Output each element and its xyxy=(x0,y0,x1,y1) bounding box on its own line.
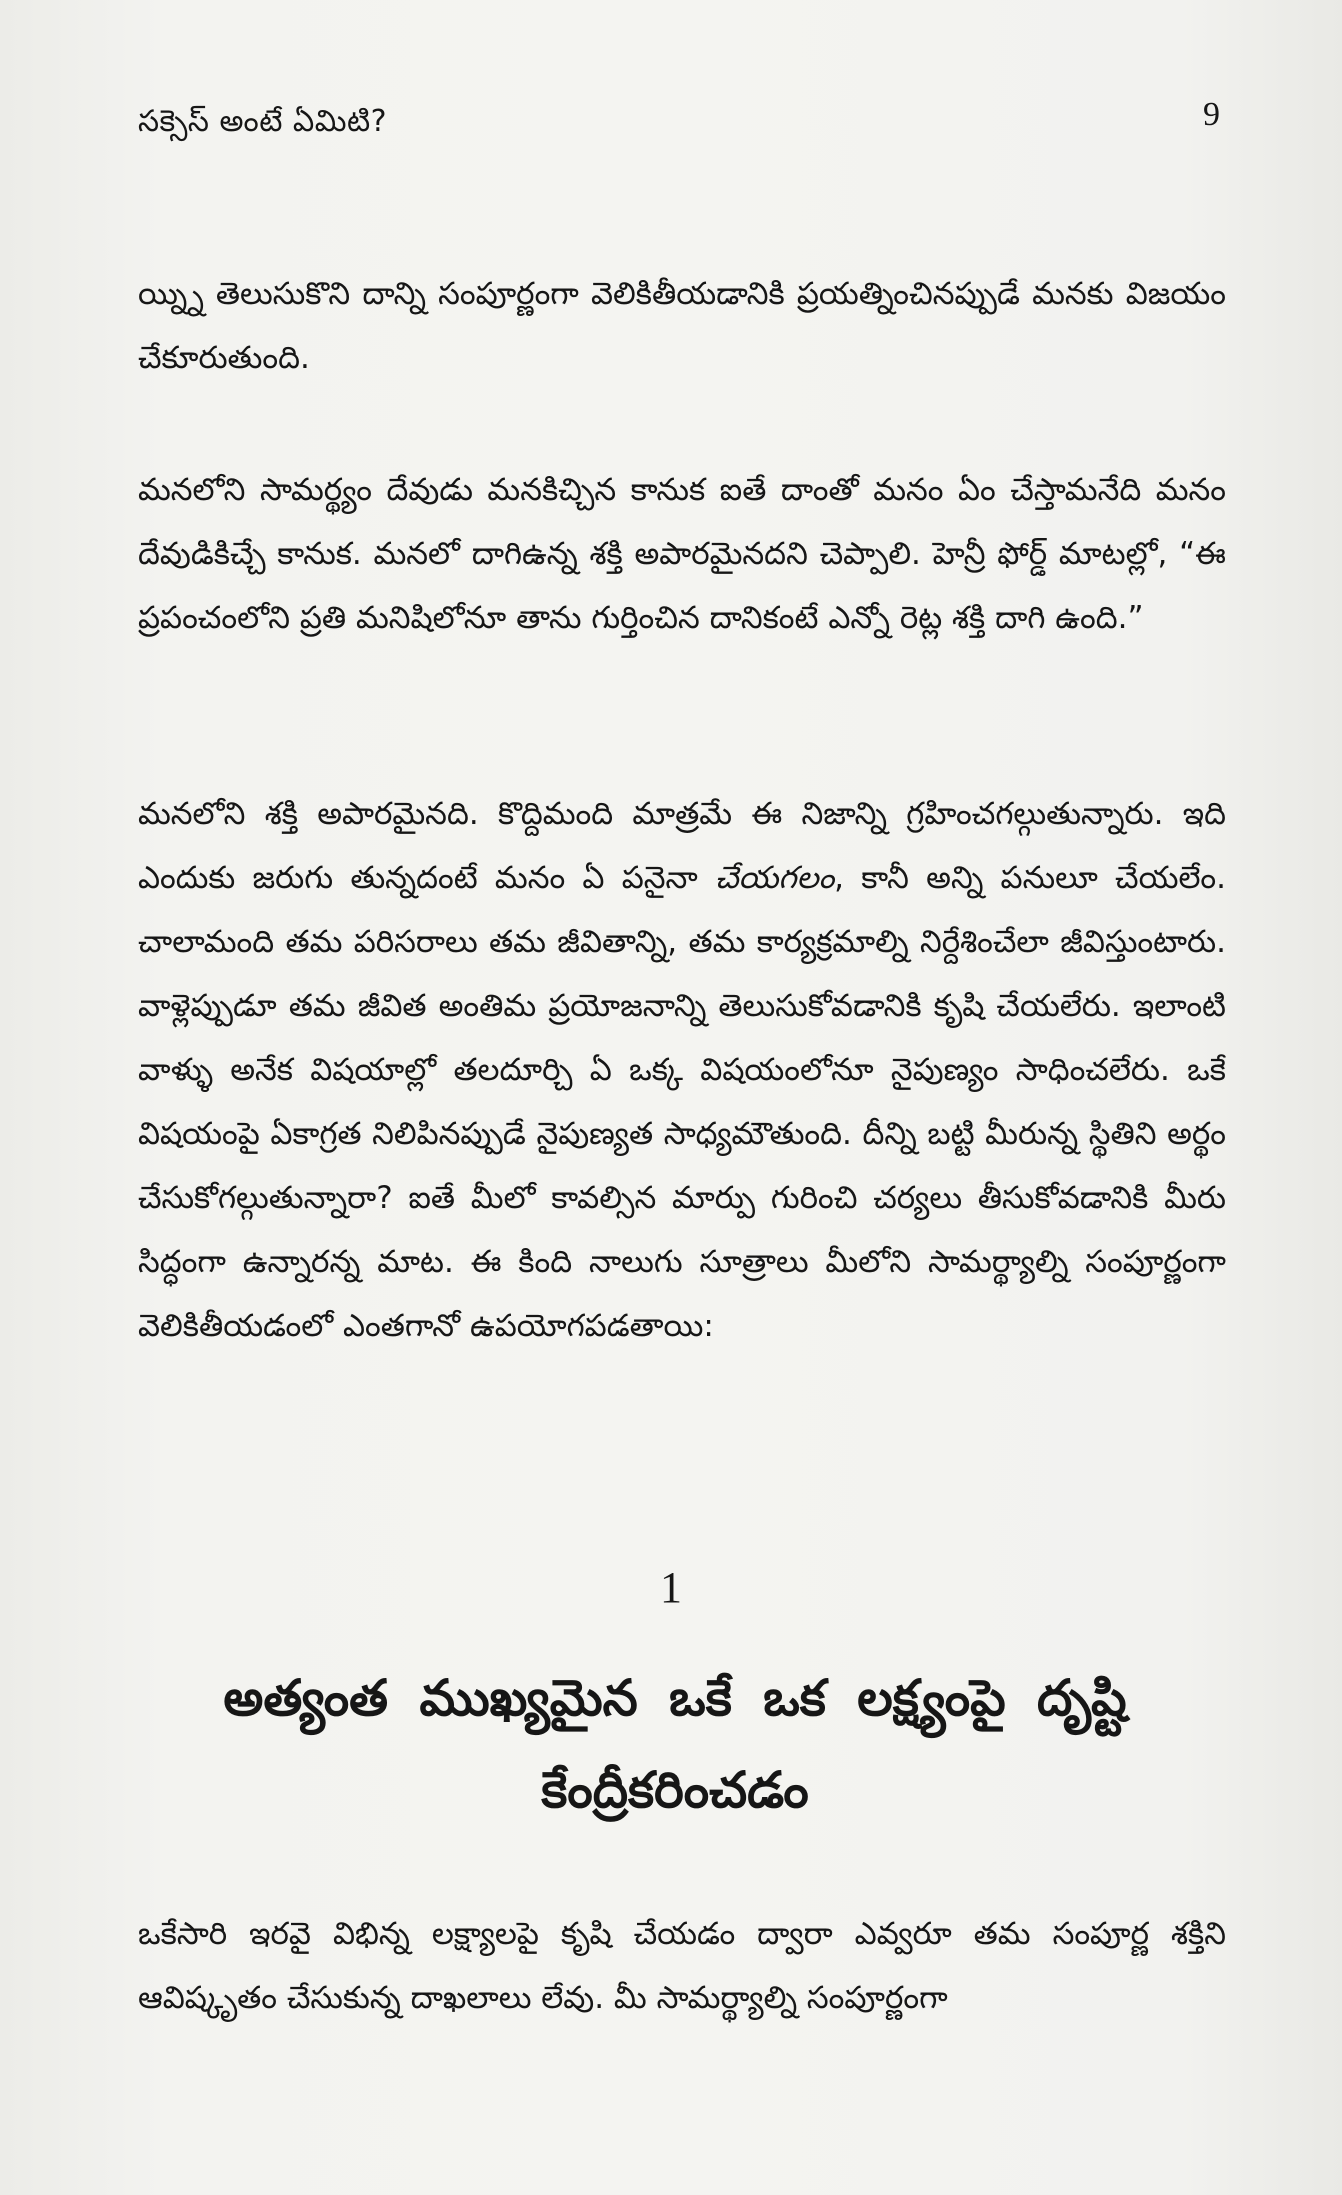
running-header: సక్సెస్ అంటే ఏమిటి? xyxy=(138,104,388,139)
paragraph-1: య్న్ని తెలుసుకొని దాన్ని సంపూర్ణంగా వెలికితీయడానికి ప్రయత్నించినప్పుడే మనకు విజయం చేకూరుతుంది. xyxy=(138,276,1226,376)
paragraph-3 xyxy=(138,782,1226,1358)
page-number: 9 xyxy=(1203,96,1220,133)
paragraph-4: ఒకేసారి ఇరవై విభిన్న లక్ష్యాలపై కృషి చేయడం ద్వారా ఎవ్వరూ తమ సంపూర్ణ శక్తిని ఆవిష్కృతం చేసుకున్న దాఖలాలు లేవు. మీ సామర్థ్యాల్ని సంపూర్ణంగా xyxy=(138,1916,1226,2016)
section-number: 1 xyxy=(660,1563,682,1612)
paragraph-3-text-b: , కానీ అన్ని పనులూ చేయలేం. చాలామంది తమ పరిసరాలు తమ జీవితాన్ని, తమ కార్యక్రమాల్ని నిర్దేశించేలా జీవిస్తుంటారు. వాళ్లెప్పుడూ తమ జీవిత అంతిమ ప్రయోజనాన్ని తెలుసుకోవడానికి కృషి చేయలేరు. ఇలాంటి వాళ్ళు అనేక విషయాల్లో తలదూర్చి ఏ ఒక్క విషయంలోనూ నైపుణ్యం సాధించలేరు. ఒకే విషయంపై ఏకాగ్రత నిలిపినప్పుడే నైపుణ్యత సాధ్యమౌతుంది. దీన్ని బట్టి మీరున్న స్థితిని అర్థం చేసుకోగల్గుతున్నారా? ఐతే మీలో కావల్సిన మార్పు గురించి చర్యలు తీసుకోవడానికి మీరు సిద్ధంగా ఉన్నారన్న మాట. ఈ కింది నాలుగు సూత్రాలు మీలోని సామర్థ్యాల్ని సంపూర్ణంగా వెలికితీయడంలో ఎంతగానో ఉపయోగపడతాయి: xyxy=(138,860,1226,1344)
section-heading xyxy=(120,1652,1230,1836)
section-heading-line-2: కేంద్రీకరించడం xyxy=(541,1761,809,1819)
paragraph-3-italic-emphasis: చేయగలం xyxy=(714,860,835,896)
section-heading-line-1: అత్యంత ముఖ్యమైన ఒకే ఒక లక్ష్యంపై దృష్టి xyxy=(223,1669,1127,1727)
paragraph-2: మనలోని సామర్థ్యం దేవుడు మనకిచ్చిన కానుక ఐతే దాంతో మనం ఏం చేస్తామనేది మనం దేవుడికిచ్చే కానుక. మనలో దాగిఉన్న శక్తి అపారమైనదని చెప్పాలి. హెన్రీ ఫోర్డ్ మాటల్లో, “ఈ ప్రపంచంలోని ప్రతి మనిషిలోనూ తాను గుర్తించిన దానికంటే ఎన్నో రెట్ల శక్తి దాగి ఉంది.” xyxy=(138,472,1226,636)
paragraph-3-text-a: మనలోని శక్తి అపారమైనది. కొద్దిమంది మాత్రమే ఈ నిజాన్ని గ్రహించగల్గుతున్నారు. ఇది ఎందుకు జరుగు తున్నదంటే మనం ఏ పనైనా xyxy=(138,796,1226,896)
